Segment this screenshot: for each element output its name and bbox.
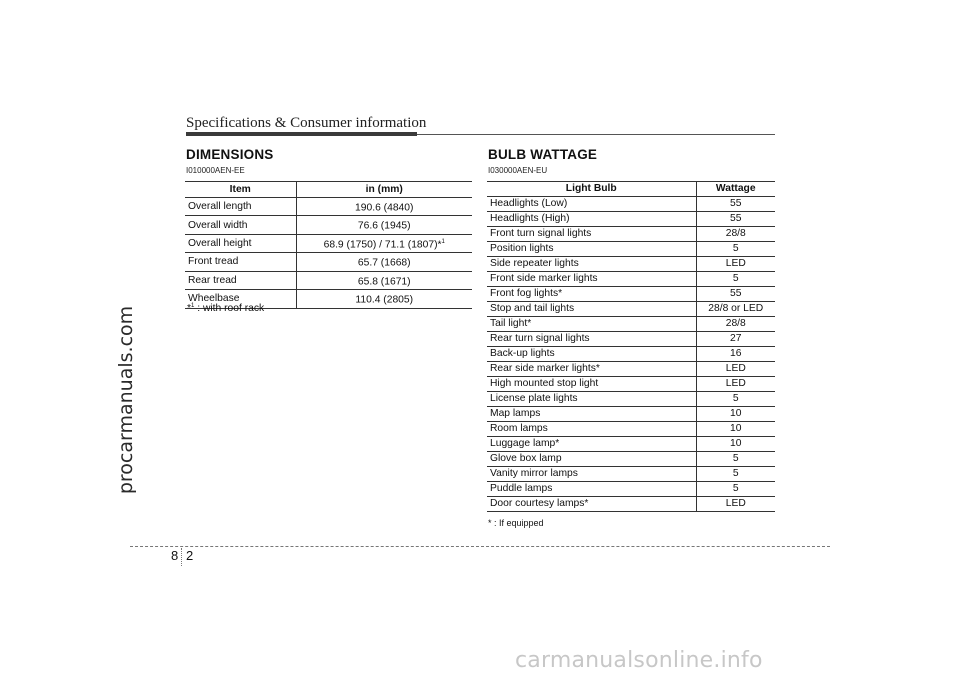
bulb-wattage-table: [487, 181, 775, 512]
row-value-text: 5: [732, 453, 739, 464]
page-header-title: Specifications & Consumer information: [186, 115, 427, 131]
row-value: [296, 271, 472, 289]
dimensions-title: DIMENSIONS: [186, 147, 274, 162]
table-row: [487, 452, 775, 467]
row-label: Rear tread: [185, 271, 296, 289]
row-value-text: 110.4 (2805): [355, 294, 414, 306]
row-label: Door courtesy lamps*: [487, 497, 696, 512]
row-value-superscript: 1: [441, 238, 445, 245]
column-header-bulb: Light Bulb: [487, 182, 696, 197]
row-value: [696, 392, 775, 407]
row-label: Wheelbase: [185, 290, 296, 308]
dimensions-footnote: [187, 303, 264, 314]
row-label: License plate lights: [487, 392, 696, 407]
row-value-text: 55: [730, 198, 742, 209]
row-value-text: 5: [732, 468, 739, 479]
bulb-footnote: * : If equipped: [488, 518, 544, 528]
row-value-text: 10: [730, 423, 742, 434]
table-row: [185, 271, 472, 289]
row-value: [296, 198, 472, 216]
dimensions-table: [185, 181, 472, 309]
table-row: [487, 407, 775, 422]
table-row: [487, 242, 775, 257]
row-value-text: 27: [730, 333, 742, 344]
row-value: [296, 216, 472, 234]
row-value-text: 190.6 (4840): [355, 202, 414, 214]
row-label: Room lamps: [487, 422, 696, 437]
row-label: Rear turn signal lights: [487, 332, 696, 347]
row-value-text: 10: [730, 438, 742, 449]
row-value-text: 16: [730, 348, 742, 359]
row-value: [296, 234, 472, 252]
row-label: Headlights (Low): [487, 197, 696, 212]
row-value-text: 5: [732, 243, 739, 254]
row-value-text: 5: [732, 273, 739, 284]
footnote-star: *: [187, 303, 192, 314]
row-label: Side repeater lights: [487, 257, 696, 272]
row-value: [696, 332, 775, 347]
table-row: [487, 212, 775, 227]
table-row: [487, 332, 775, 347]
row-label: Overall height: [185, 234, 296, 252]
row-value-text: 65.8 (1671): [357, 276, 411, 288]
row-value-text: LED: [725, 363, 746, 374]
row-value-text: 55: [730, 288, 742, 299]
row-value-text: 76.6 (1945): [357, 220, 411, 232]
row-value: [696, 467, 775, 482]
column-header-wattage: Wattage: [696, 182, 775, 197]
row-value: [696, 482, 775, 497]
row-value: [696, 302, 775, 317]
row-label: Front tread: [185, 253, 296, 271]
row-label: Front side marker lights: [487, 272, 696, 287]
row-label: Front turn signal lights: [487, 227, 696, 242]
row-label: Front fog lights*: [487, 287, 696, 302]
table-row: [185, 253, 472, 271]
table-row: [487, 347, 775, 362]
row-label: Headlights (High): [487, 212, 696, 227]
bulb-wattage-title: BULB WATTAGE: [488, 147, 598, 162]
row-label: Back-up lights: [487, 347, 696, 362]
table-row: [185, 198, 472, 216]
row-value-text: 10: [730, 408, 742, 419]
table-row: [487, 362, 775, 377]
table-row: [487, 467, 775, 482]
table-row: [487, 422, 775, 437]
row-value-text: 68.9 (1750) / 71.1 (1807)*: [323, 239, 442, 251]
column-header-value: in (mm): [296, 182, 472, 198]
table-row: [185, 216, 472, 234]
row-label: Rear side marker lights*: [487, 362, 696, 377]
row-value: [696, 407, 775, 422]
row-label: Map lamps: [487, 407, 696, 422]
row-value: [696, 437, 775, 452]
row-label: High mounted stop light: [487, 377, 696, 392]
row-label: Glove box lamp: [487, 452, 696, 467]
row-value: [696, 497, 775, 512]
row-value-text: LED: [725, 258, 746, 269]
table-header-row: [185, 182, 472, 198]
row-label: Puddle lamps: [487, 482, 696, 497]
dimensions-code: I010000AEN-EE: [186, 166, 245, 175]
row-label: Overall width: [185, 216, 296, 234]
header-rule-thin: [417, 134, 775, 135]
table-row: [487, 287, 775, 302]
row-value-text: 65.7 (1668): [357, 257, 411, 269]
table-row: [487, 392, 775, 407]
table-row: [487, 227, 775, 242]
table-row: [487, 272, 775, 287]
row-value: [696, 257, 775, 272]
row-label: Position lights: [487, 242, 696, 257]
table-row: [487, 302, 775, 317]
row-value: [696, 197, 775, 212]
table-row: [487, 497, 775, 512]
row-value-text: LED: [725, 498, 746, 509]
page-number: 2: [186, 548, 194, 563]
row-value: [696, 377, 775, 392]
page-number-divider: [181, 548, 182, 566]
row-value-text: 5: [732, 483, 739, 494]
footnote-superscript: 1: [191, 303, 195, 309]
table-row: [185, 234, 472, 252]
table-row: [487, 257, 775, 272]
chapter-number: 8: [171, 548, 179, 563]
row-value: [696, 242, 775, 257]
row-value-text: 28/8: [725, 318, 746, 329]
bottom-watermark: carmanualsonline.info: [515, 648, 763, 673]
table-row: [487, 437, 775, 452]
table-row: [487, 197, 775, 212]
row-value: [696, 362, 775, 377]
row-value-text: LED: [725, 378, 746, 389]
table-row: [487, 317, 775, 332]
side-watermark: procarmanuals.com: [115, 305, 137, 495]
table-row: [487, 377, 775, 392]
footnote-text: : with roof rack: [194, 303, 265, 314]
row-value: [696, 422, 775, 437]
table-header-row: [487, 182, 775, 197]
table-row: [487, 482, 775, 497]
row-value: [296, 253, 472, 271]
row-value: [696, 227, 775, 242]
row-label: Luggage lamp*: [487, 437, 696, 452]
row-value-text: 5: [732, 393, 739, 404]
row-value: [696, 317, 775, 332]
row-value-text: 55: [730, 213, 742, 224]
footer-rule: [130, 546, 830, 547]
row-label: Vanity mirror lamps: [487, 467, 696, 482]
row-label: Stop and tail lights: [487, 302, 696, 317]
row-label: Overall length: [185, 198, 296, 216]
row-value: [696, 347, 775, 362]
row-value: [696, 452, 775, 467]
bulb-wattage-code: I030000AEN-EU: [488, 166, 548, 175]
row-value: [696, 272, 775, 287]
column-header-item: Item: [185, 182, 296, 198]
row-value-text: 28/8: [725, 228, 746, 239]
row-value: [696, 287, 775, 302]
row-label: Tail light*: [487, 317, 696, 332]
row-value-text: 28/8 or LED: [708, 303, 764, 314]
header-rule: [186, 132, 417, 136]
row-value: [696, 212, 775, 227]
row-value: [296, 290, 472, 308]
